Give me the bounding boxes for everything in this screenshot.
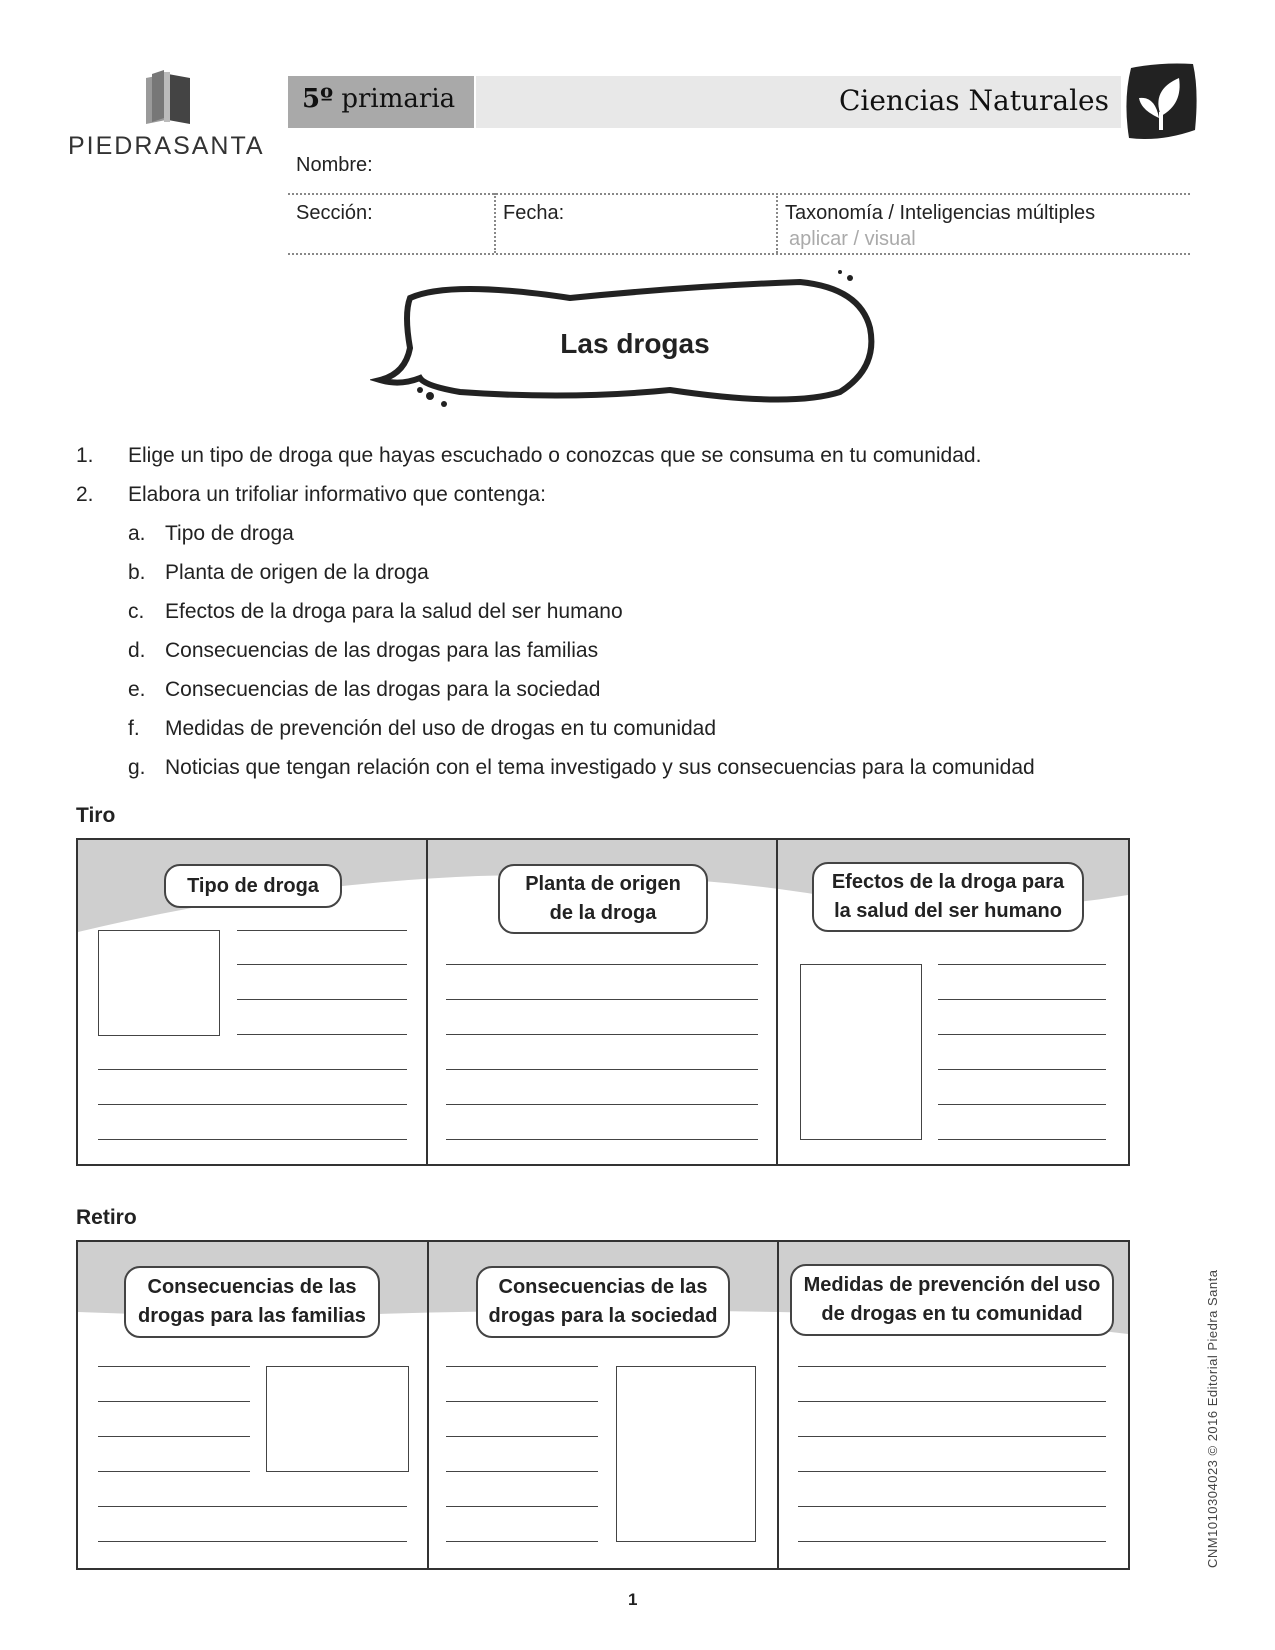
copyright-note: CNM1010304023 © 2016 Editorial Piedra Santa (1205, 1269, 1220, 1568)
subitem-text: Planta de origen de la droga (165, 561, 429, 584)
pill-line: Efectos de la droga para (831, 871, 1065, 893)
subitem-text: Noticias que tengan relación con el tema investigado y sus consecuencias para la comunidad (165, 756, 1035, 779)
writing-line (237, 964, 407, 965)
pill-line: drogas para las familias (138, 1305, 366, 1327)
writing-line (446, 964, 758, 965)
writing-line (446, 1139, 758, 1140)
panel-divider (426, 840, 428, 1164)
tiro-label: Tiro (76, 804, 116, 827)
writing-line (446, 1069, 758, 1070)
writing-line (798, 1401, 1106, 1402)
writing-line (798, 1471, 1106, 1472)
form-divider-v2 (776, 193, 778, 253)
book-icon (68, 70, 268, 130)
leaf-icon (1121, 60, 1201, 144)
writing-line (98, 1401, 250, 1402)
publisher-name: PIEDRASANTA (68, 132, 265, 160)
pill-line: drogas para la sociedad (488, 1305, 718, 1327)
writing-line (98, 1139, 407, 1140)
subitem-letter: d. (128, 639, 146, 662)
pill-line: Consecuencias de las (498, 1276, 708, 1298)
writing-line (98, 1069, 407, 1070)
instruction-1-number: 1. (76, 444, 94, 467)
subject-badge (1121, 60, 1201, 144)
writing-line (98, 1104, 407, 1105)
taxonomy-value: aplicar / visual (789, 228, 916, 250)
subitem-letter: e. (128, 678, 146, 701)
writing-line (798, 1436, 1106, 1437)
writing-line (938, 1104, 1106, 1105)
writing-line (798, 1541, 1106, 1542)
instruction-2-text: Elabora un trifoliar informativo que contenga: (128, 483, 546, 506)
pill-line: Consecuencias de las (147, 1276, 357, 1298)
form-divider-v1 (494, 193, 496, 253)
image-placeholder (616, 1366, 756, 1542)
image-placeholder (800, 964, 922, 1140)
writing-line (798, 1366, 1106, 1367)
taxonomy-label: Taxonomía / Inteligencias múltiples (785, 202, 1096, 224)
writing-line (938, 964, 1106, 965)
panel-divider (427, 1242, 429, 1568)
subitem-letter: a. (128, 522, 146, 545)
grade-label: primaria (341, 84, 456, 114)
writing-line (446, 1104, 758, 1105)
writing-line (938, 999, 1106, 1000)
writing-line (98, 1366, 250, 1367)
grade-number: 5º (302, 84, 334, 114)
writing-line (798, 1506, 1106, 1507)
retiro-panel-3-title (790, 1264, 1114, 1336)
writing-line (446, 1401, 598, 1402)
tiro-panel-3-title (812, 862, 1084, 932)
date-label: Fecha: (503, 202, 565, 224)
writing-line (237, 999, 407, 1000)
pill-line: Medidas de prevención del uso (803, 1274, 1101, 1296)
tiro-panel (76, 838, 1130, 1166)
subitem-letter: c. (128, 600, 145, 623)
writing-line (237, 930, 407, 931)
writing-line (446, 1034, 758, 1035)
retiro-panel-2-title (476, 1266, 730, 1338)
writing-line (98, 1506, 407, 1507)
writing-line (237, 1034, 407, 1035)
publisher-logo (68, 70, 268, 170)
instruction-1-text: Elige un tipo de droga que hayas escuchado o conozcas que se consuma en tu comunidad. (128, 444, 982, 467)
retiro-label: Retiro (76, 1206, 137, 1229)
writing-line (938, 1069, 1106, 1070)
writing-line (938, 1139, 1106, 1140)
panel-divider (777, 1242, 779, 1568)
subject-bar (476, 76, 1121, 128)
subitem-text: Consecuencias de las drogas para las familias (165, 639, 599, 662)
writing-line (446, 1506, 598, 1507)
tiro-panel-2-title (498, 864, 708, 934)
retiro-panel-1-title (124, 1266, 380, 1338)
writing-line (446, 999, 758, 1000)
writing-line (98, 1471, 250, 1472)
writing-line (446, 1436, 598, 1437)
subject-title: Ciencias Naturales (838, 84, 1109, 117)
writing-line (446, 1541, 598, 1542)
panel-divider (776, 840, 778, 1164)
subitem-letter: f. (128, 717, 140, 740)
writing-line (938, 1034, 1106, 1035)
name-label: Nombre: (296, 154, 373, 176)
page-number: 1 (628, 1590, 638, 1609)
writing-line (446, 1471, 598, 1472)
subitem-text: Tipo de droga (165, 522, 294, 545)
pill-line: de drogas en tu comunidad (821, 1303, 1083, 1325)
image-placeholder (98, 930, 220, 1036)
pill-line: Planta de origen (525, 873, 681, 895)
writing-line (98, 1436, 250, 1437)
form-divider-top (288, 193, 1190, 195)
subitem-text: Medidas de prevención del uso de drogas en tu comunidad (165, 717, 717, 740)
subitem-text: Consecuencias de las drogas para la sociedad (165, 678, 601, 701)
subitem-letter: g. (128, 756, 146, 779)
section-label: Sección: (296, 202, 373, 224)
grade-box (288, 76, 477, 128)
subitem-text: Efectos de la droga para la salud del ser humano (165, 600, 623, 623)
pill-line: de la droga (549, 902, 657, 924)
image-placeholder (266, 1366, 409, 1472)
tiro-panel-1-title: Tipo de droga (164, 864, 342, 908)
writing-line (98, 1541, 407, 1542)
writing-line (446, 1366, 598, 1367)
title-frame (370, 268, 900, 418)
form-divider-bottom (288, 253, 1190, 255)
instruction-2-number: 2. (76, 483, 94, 506)
page-title: Las drogas (560, 328, 710, 359)
pill-line: la salud del ser humano (834, 900, 1062, 922)
retiro-panel (76, 1240, 1130, 1570)
subitem-letter: b. (128, 561, 146, 584)
